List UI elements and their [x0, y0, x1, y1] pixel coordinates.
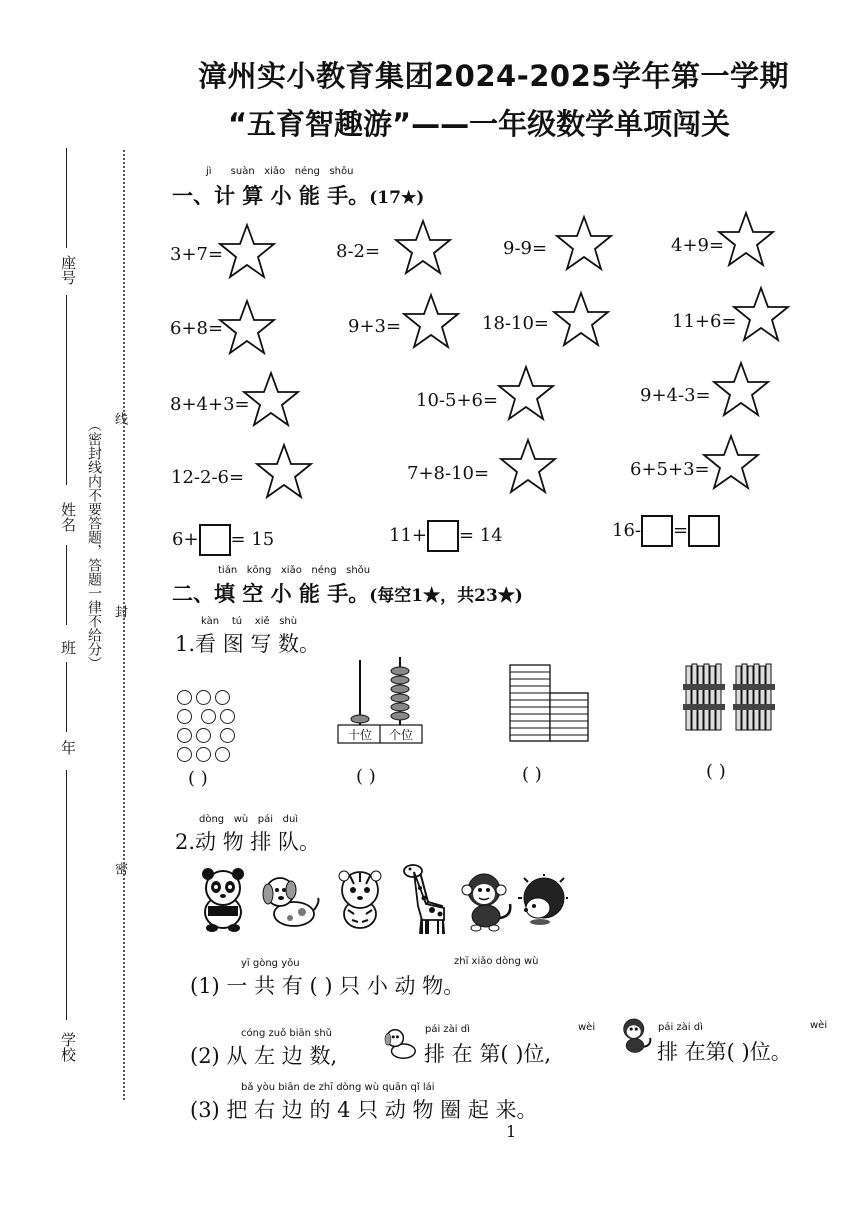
giraffe-icon — [398, 862, 454, 936]
seal-notice: （密封线内不要答题，答题一律不给分） — [86, 418, 102, 670]
problem-4: 4+9= — [671, 235, 725, 256]
puppy-icon — [258, 872, 322, 932]
seal-mi: 密 — [112, 862, 127, 875]
problem-14: 6+5+3= — [630, 459, 710, 480]
sub1-pinyin-a: yī gòng yǒu — [241, 958, 300, 969]
class-line — [66, 545, 67, 625]
q2-label: 2.动 物 排 队。 — [175, 830, 321, 854]
page-number: 1 — [506, 1122, 517, 1141]
section1-title: 一、计 算 小 能 手。(17★) — [172, 183, 425, 208]
answer-star-icon[interactable] — [216, 222, 278, 280]
puppy-icon — [382, 1026, 420, 1062]
school-line — [66, 770, 67, 1020]
abacus-tens-label: 十位 — [347, 728, 372, 742]
q1-label: 1.看 图 写 数。 — [175, 632, 321, 656]
seal-xian: 线 — [112, 412, 127, 425]
answer-star-icon[interactable] — [400, 292, 462, 350]
grade-label: 年 — [59, 740, 77, 755]
answer-box[interactable] — [199, 524, 231, 556]
monkey-icon — [616, 1016, 654, 1056]
answer-star-icon[interactable] — [715, 210, 777, 268]
sub2-pinyin-a: cóng zuǒ biān shǔ — [241, 1028, 333, 1039]
sub3-text: (3) 把 右 边 的 4 只 动 物 圈 起 来。 — [190, 1098, 538, 1122]
tiger-icon — [330, 866, 390, 932]
answer-paren-2[interactable]: ( ) — [356, 766, 376, 787]
answer-star-icon[interactable] — [497, 437, 559, 495]
s1-pinyin: jì suàn xiǎo néng shǒu — [206, 166, 354, 177]
name-label: 姓名 — [59, 502, 77, 532]
class-label: 班 — [59, 640, 77, 655]
answer-box[interactable] — [641, 515, 673, 547]
problem-10: 10-5+6= — [416, 390, 499, 411]
answer-star-icon[interactable] — [550, 290, 612, 348]
sub2-pinyin-c: wèi — [578, 1022, 596, 1033]
seat-label: 座号 — [59, 255, 77, 285]
page-subtitle: “五育智趣游”——一年级数学单项闯关 — [228, 107, 731, 141]
panda-icon — [192, 866, 254, 932]
problem-8: 11+6= — [672, 311, 737, 332]
sub1-pinyin-b: zhī xiǎo dòng wù — [454, 956, 539, 967]
answer-paren-3[interactable]: ( ) — [522, 764, 542, 785]
problem-7: 18-10= — [482, 313, 549, 334]
answer-star-icon[interactable] — [240, 370, 302, 428]
answer-star-icon[interactable] — [700, 433, 762, 491]
problem-2: 8-2= — [336, 241, 381, 262]
answer-star-icon[interactable] — [553, 214, 615, 272]
monkey-icon — [456, 870, 516, 932]
sub1-text: (1) 一 共 有 ( ) 只 小 动 物。 — [190, 974, 465, 998]
answer-paren-1[interactable]: ( ) — [188, 768, 208, 789]
problem-13: 7+8-10= — [407, 463, 490, 484]
answer-box[interactable] — [427, 520, 459, 552]
sub2-text-b: 排 在 第( )位, — [424, 1042, 552, 1066]
sub2-text-a: (2) 从 左 边 数, — [190, 1044, 338, 1068]
q1-pinyin: kàn tú xiě shù — [201, 616, 298, 627]
problem-1: 3+7= — [170, 244, 224, 265]
school-label: 学校 — [59, 1032, 77, 1062]
problem-6: 9+3= — [348, 316, 402, 337]
answer-star-icon[interactable] — [392, 218, 454, 276]
answer-star-icon[interactable] — [216, 298, 278, 356]
sub2-pinyin-e: wèi — [810, 1020, 828, 1031]
box-problem-2: 11+ = 14 — [389, 520, 503, 552]
answer-star-icon[interactable] — [710, 360, 772, 418]
answer-paren-4[interactable]: ( ) — [706, 761, 726, 782]
stick-bundles-picture — [678, 660, 788, 738]
sub3-pinyin: bǎ yòu biān de zhī dòng wù quān qǐ lái — [241, 1082, 435, 1093]
answer-box[interactable] — [688, 515, 720, 547]
box-problem-1: 6+ = 15 — [172, 524, 274, 556]
s2-pinyin: tián kōng xiǎo néng shǒu — [218, 565, 371, 576]
sub2-text-c: 排 在第( )位。 — [657, 1040, 792, 1064]
hedgehog-icon — [518, 874, 568, 926]
problem-12: 12-2-6= — [171, 467, 245, 488]
answer-star-icon[interactable] — [253, 442, 315, 500]
problem-5: 6+8= — [170, 318, 224, 339]
q2-pinyin: dòng wù pái duì — [199, 814, 299, 825]
ten-strips-picture — [508, 663, 590, 743]
seat-line — [66, 148, 67, 248]
abacus-ones-label: 个位 — [388, 728, 413, 742]
box-problem-3: 16- = — [612, 515, 720, 547]
circles-picture — [175, 688, 247, 764]
answer-star-icon[interactable] — [730, 285, 792, 343]
problem-11: 9+4-3= — [640, 385, 711, 406]
problem-3: 9-9= — [503, 238, 548, 259]
seal-dotted-line — [123, 150, 125, 1100]
sub2-pinyin-d: pái zài dì — [658, 1022, 703, 1033]
grade-line — [66, 662, 67, 732]
sub2-pinyin-b: pái zài dì — [425, 1024, 470, 1035]
problem-9: 8+4+3= — [170, 394, 250, 415]
section2-title: 二、填 空 小 能 手。(每空1★，共23★) — [172, 581, 523, 606]
answer-star-icon[interactable] — [495, 364, 557, 422]
seal-feng: 封 — [112, 605, 127, 618]
page-title: 漳州实小教育集团2024-2025学年第一学期 — [198, 59, 789, 93]
name-line-top — [66, 295, 67, 485]
